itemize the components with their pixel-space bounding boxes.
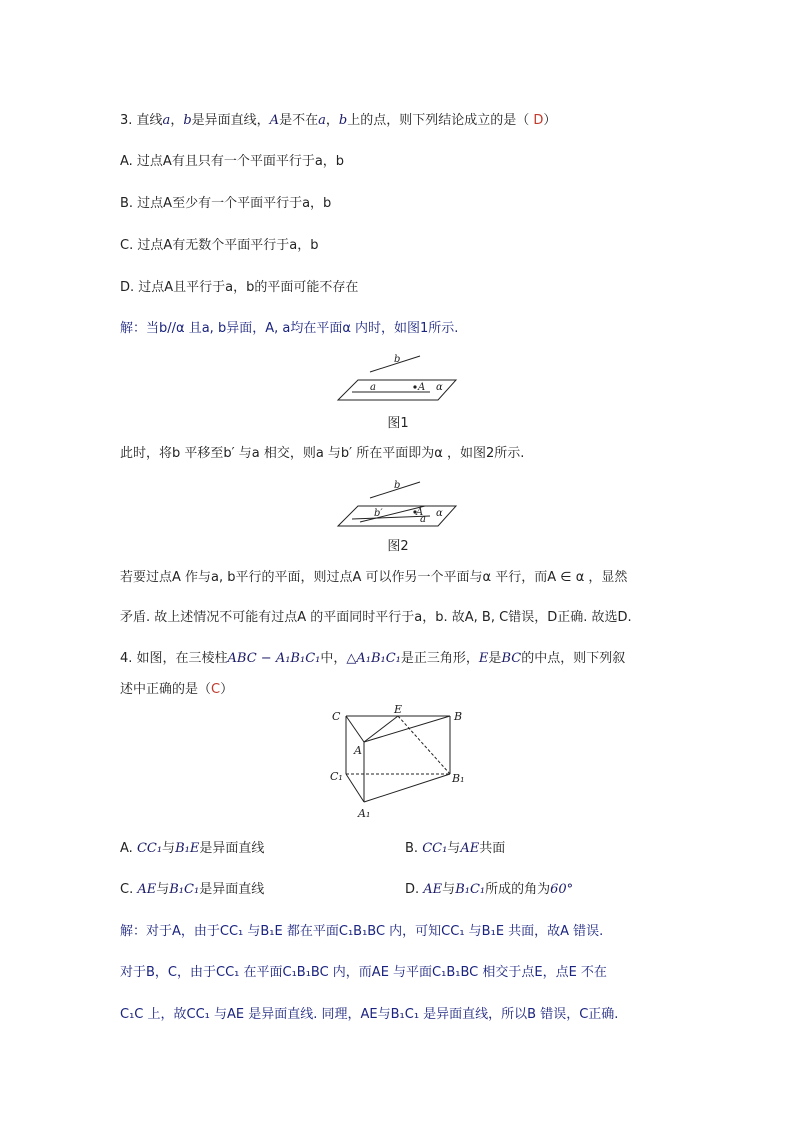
q4-option-a: A. CC₁与B₁E是异面直线 — [120, 841, 265, 856]
fig1-label-a: a — [370, 382, 376, 393]
q4-option-d: D. AE与B₁C₁所成的角为60° — [405, 882, 574, 897]
q3-solution-line4: 矛盾. 故上述情况不可能有过点A 的平面同时平行于a，b. 故A, B, C错误，D正确. 故选D. — [120, 610, 632, 625]
figure-2 — [330, 476, 470, 531]
q4-solution-line2: 对于B，C，由于CC₁ 在平面C₁B₁BC 内，而AE 与平面C₁B₁BC 相交于点E，点E 不在 — [120, 965, 607, 980]
fig2-label-alpha: α — [436, 508, 443, 519]
prism-label-C1: C₁ — [330, 770, 343, 783]
q4-solution-line3: C₁C 上，故CC₁ 与AE 是异面直线. 同理，AE与B₁C₁ 是异面直线，所以B 错误，C正确. — [120, 1007, 619, 1022]
prism-figure — [326, 702, 476, 824]
q4-option-c: C. AE与B₁C₁是异面直线 — [120, 882, 265, 897]
prism-label-C: C — [332, 710, 341, 723]
fig1-label-A: A — [418, 382, 426, 393]
fig1-label-b: b — [394, 354, 401, 365]
fig2-label-bprime: b′ — [374, 508, 383, 519]
q3-option-d: D. 过点A且平行于a，b的平面可能不存在 — [120, 280, 359, 295]
prism-label-A1: A₁ — [358, 807, 371, 820]
q3-stem: 3. 直线a，b是异面直线，A是不在a，b上的点，则下列结论成立的是（ D） — [120, 113, 557, 128]
prism-label-B: B — [454, 710, 463, 723]
q3-option-a: A. 过点A有且只有一个平面平行于a，b — [120, 154, 345, 169]
prism-label-E: E — [394, 703, 403, 716]
fig2-label-b: b — [394, 480, 401, 491]
q4-stem-line2: 述中正确的是（C） — [120, 682, 234, 697]
q3-answer: D — [533, 113, 544, 128]
figure-1 — [330, 350, 470, 405]
fig2-label-A: A — [416, 507, 424, 518]
q3-option-b: B. 过点A至少有一个平面平行于a，b — [120, 196, 332, 211]
q3-solution-line1: 解：当b//α 且a, b异面，A, a均在平面α 内时，如图1所示. — [120, 321, 459, 336]
prism-label-B1: B₁ — [452, 772, 465, 785]
q4-solution-line1: 解：对于A，由于CC₁ 与B₁E 都在平面C₁B₁BC 内，可知CC₁ 与B₁E 共面，故A 错误. — [120, 924, 604, 939]
prism-label-A: A — [354, 744, 362, 757]
q4-option-b: B. CC₁与AE共面 — [405, 841, 506, 856]
q3-option-c: C. 过点A有无数个平面平行于a，b — [120, 238, 319, 253]
q4-answer: C — [211, 682, 221, 697]
figure-2-caption: 图2 — [387, 539, 409, 554]
q3-solution-line2: 此时，将b 平移至b′ 与a 相交，则a 与b′ 所在平面即为α ，如图2所示. — [120, 446, 525, 461]
fig1-label-alpha: α — [436, 382, 443, 393]
fig2-label-a: a — [420, 514, 426, 525]
figure-1-caption: 图1 — [387, 416, 409, 431]
q3-solution-line3: 若要过点A 作与a, b平行的平面，则过点A 可以作另一个平面与α 平行，而A ∈ α ，显然 — [120, 570, 628, 585]
q4-stem-line1: 4. 如图，在三棱柱ABC − A₁B₁C₁中，△A₁B₁C₁是正三角形，E是BC的中点，则下列叙 — [120, 651, 626, 666]
